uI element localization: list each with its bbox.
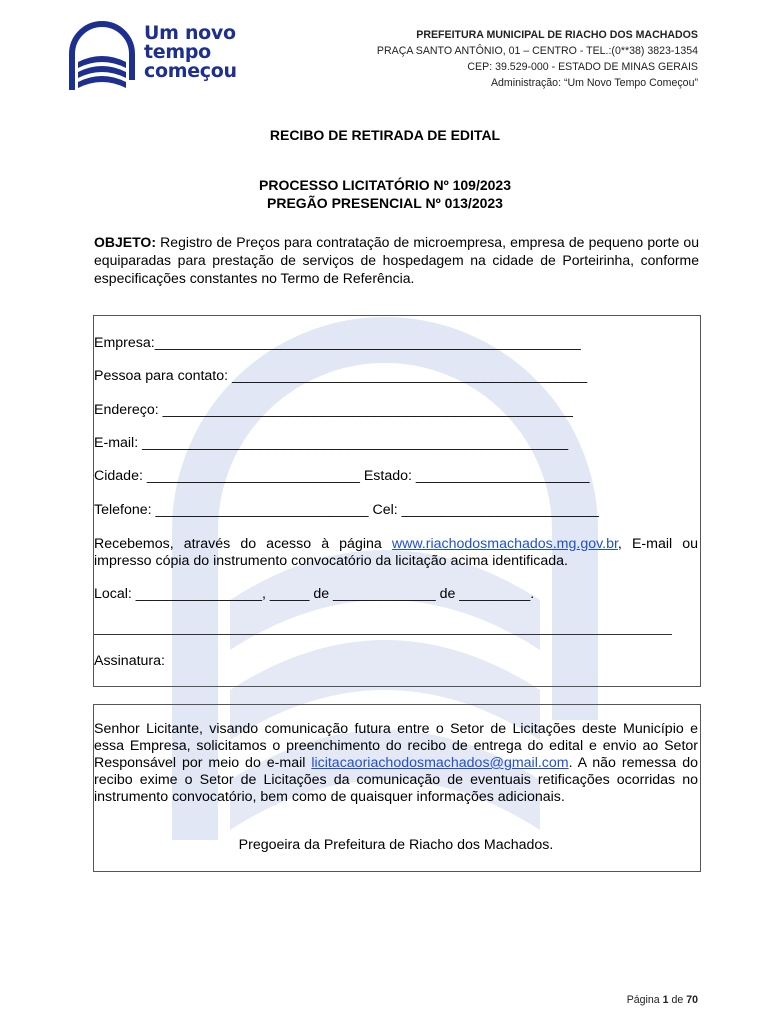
letterhead bbox=[377, 27, 698, 91]
process-number: PROCESSO LICITATÓRIO Nº 109/2023 bbox=[259, 177, 511, 193]
receipt-form-box bbox=[93, 315, 701, 687]
notice-text-start: Senhor Licitante, visando comunicação futura entre o Setor de Licitações deste Município e essa Empresa, solicitamos o preenchimento do recibo de entrega do edital e envio ao Setor Responsável por meio do e-mail bbox=[94, 721, 698, 771]
signature-label: Assinatura: bbox=[94, 653, 165, 669]
logo-line-3: começou bbox=[144, 60, 237, 82]
phone-cel-field[interactable]: Telefone: ___________________________ Cel: _________________________ bbox=[94, 502, 599, 518]
pregoeira-signature: Pregoeira da Prefeitura de Riacho dos Machados. bbox=[238, 837, 554, 853]
page-middle: de bbox=[668, 994, 687, 1006]
letterhead-cep: CEP: 39.529-000 - ESTADO DE MINAS GERAIS bbox=[467, 61, 698, 73]
letterhead-administration: Administração: “Um Novo Tempo Começou” bbox=[490, 77, 698, 89]
empresa-field[interactable]: Empresa:______________________________________________________ bbox=[94, 335, 581, 351]
brand-logo-text bbox=[144, 24, 237, 81]
total-pages: 70 bbox=[686, 994, 698, 1006]
page-number bbox=[627, 994, 698, 1006]
logo-line-2: tempo bbox=[144, 41, 211, 63]
letterhead-address: PRAÇA SANTO ANTÔNIO, 01 – CENTRO - TEL.:(0**38) 3823-1354 bbox=[376, 45, 698, 57]
email-field[interactable]: E-mail: ______________________________________________________ bbox=[94, 435, 569, 451]
signature-line[interactable] bbox=[94, 634, 672, 635]
pregao-number: PREGÃO PRESENCIAL Nº 013/2023 bbox=[267, 195, 503, 211]
page-prefix: Página bbox=[626, 994, 663, 1006]
local-date-field[interactable]: Local: ________________, _____ de _____________ de _________. bbox=[94, 586, 535, 602]
notice-text-end: . A não remessa do recibo exime o Setor de Licitações da comunicação de eventuais retificações ocorridas no instrumento convocatório, bem como de quaisquer informações adicionais. bbox=[94, 755, 698, 805]
contact-person-field[interactable]: Pessoa para contato: _____________________________________________ bbox=[94, 368, 588, 384]
current-page: 1 bbox=[662, 994, 669, 1006]
website-link[interactable]: www.riachodosmachados.mg.gov.br bbox=[391, 536, 618, 552]
logo-line-1: Um novo bbox=[144, 22, 236, 44]
objeto-text: Registro de Preços para contratação de microempresa, empresa de pequeno porte ou equiparadas para prestação de serviços de hospedagem na cidade de Porteirinha, conforme especificações constantes no Termo de Referência. bbox=[94, 234, 699, 286]
letterhead-title: PREFEITURA MUNICIPAL DE RIACHO DOS MACHADOS bbox=[416, 29, 698, 41]
received-text-start: Recebemos, através do acesso à página bbox=[94, 536, 392, 552]
document-title: RECIBO DE RETIRADA DE EDITAL bbox=[269, 127, 501, 143]
received-text-end: , E-mail ou impresso cópia do instrumento convocatório da licitação acima identificada. bbox=[94, 536, 698, 569]
received-paragraph bbox=[94, 536, 698, 570]
objeto-paragraph bbox=[94, 233, 699, 287]
city-state-field[interactable]: Cidade: ___________________________ Estado: ______________________ bbox=[94, 468, 590, 484]
email-link[interactable]: licitacaoriachodosmachados@gmail.com bbox=[311, 755, 569, 771]
notice-paragraph bbox=[94, 721, 698, 806]
objeto-label: OBJETO: bbox=[94, 234, 156, 250]
notice-box bbox=[93, 704, 701, 872]
address-field[interactable]: Endereço: ____________________________________________________ bbox=[94, 402, 573, 418]
